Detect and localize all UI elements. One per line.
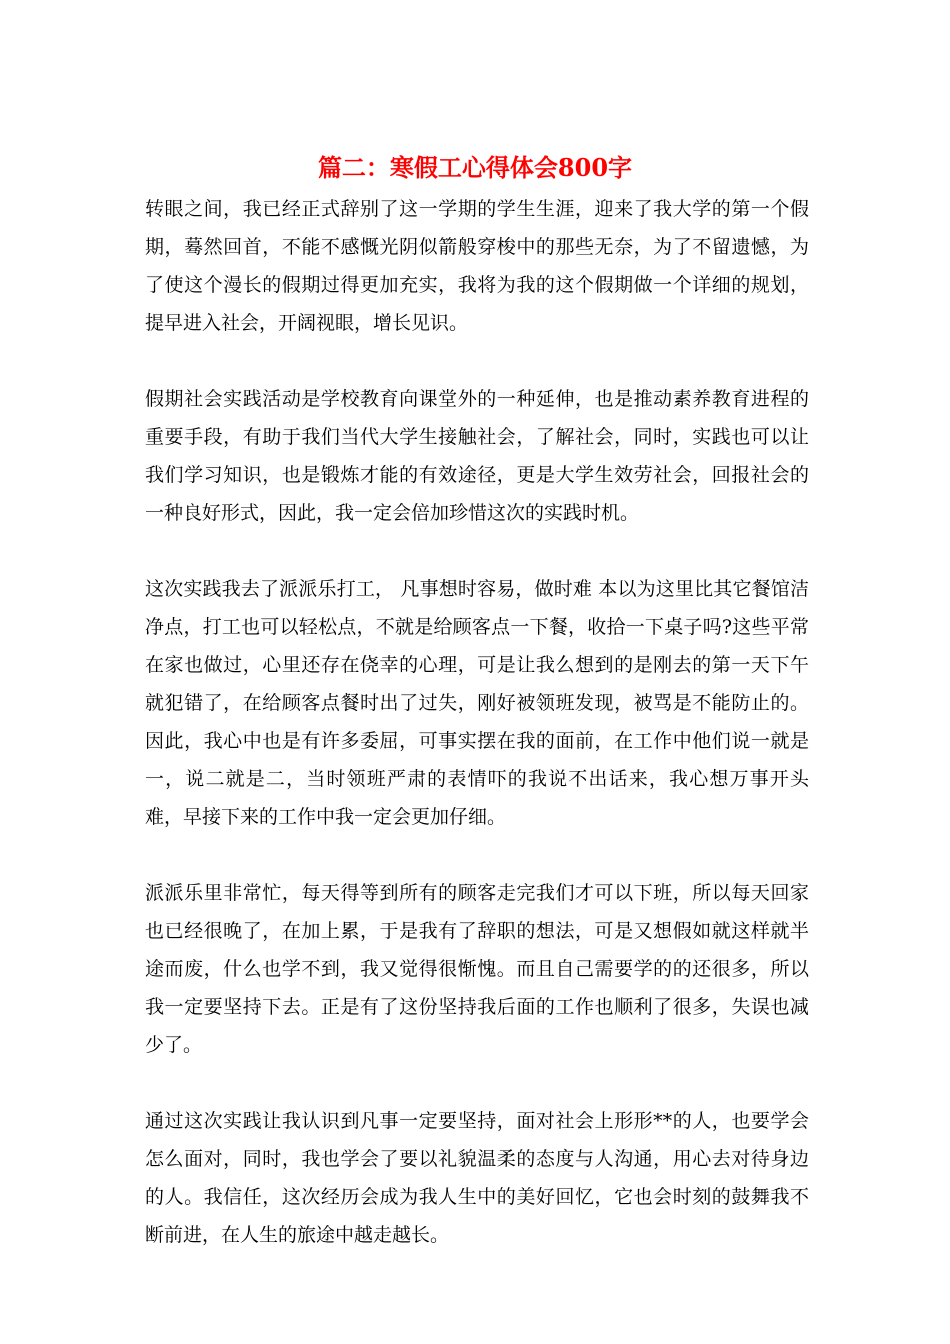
document-body: [145, 190, 809, 1254]
document-title: 篇二：寒假工心得体会800字: [317, 153, 633, 182]
paragraph-5: 通过这次实践让我认识到凡事一定要坚持，面对社会上形形**的人，也要学会怎么面对，同时，我也学会了要以礼貌温柔的态度与人沟通，用心去对待身边的人。我信任，这次经历会成为我人生中的美好回忆，它也会时刻的鼓舞我不断前进，在人生的旅途中越走越长。: [145, 1110, 809, 1246]
paragraph-4: 派派乐里非常忙，每天得等到所有的顾客走完我们才可以下班，所以每天回家也已经很晚了，在加上累，于是我有了辞职的想法，可是又想假如就这样就半途而废，什么也学不到，我又觉得很惭愧。而且自己需要学的的还很多，所以我一定要坚持下去。正是有了这份坚持我后面的工作也顺利了很多，失误也减少了。: [145, 882, 809, 1056]
paragraph-2: 假期社会实践活动是学校教育向课堂外的一种延伸，也是推动素养教育进程的重要手段，有助于我们当代大学生接触社会，了解社会，同时，实践也可以让我们学习知识，也是锻炼才能的有效途径，更是大学生效劳社会，回报社会的一种良好形式，因此，我一定会倍加珍惜这次的实践时机。: [145, 388, 809, 524]
paragraph-1: 转眼之间，我已经正式辞别了这一学期的学生生涯，迎来了我大学的第一个假期，蓦然回首，不能不感慨光阴似箭般穿梭中的那些无奈，为了不留遗憾，为了使这个漫长的假期过得更加充实，我将为我的这个假期做一个详细的规划，提早进入社会，开阔视眼，增长见识。: [145, 198, 809, 334]
paragraph-3: 这次实践我去了派派乐打工， 凡事想时容易，做时难 本以为这里比其它餐馆洁净点，打工也可以轻松点，不就是给顾客点一下餐，收拾一下桌子吗?这些平常在家也做过，心里还存在侥幸的心理，可是让我么想到的是刚去的第一天下午就犯错了，在给顾客点餐时出了过失，刚好被领班发现，被骂是不能防止的。因此，我心中也是有许多委屈，可事实摆在我的面前，在工作中他们说一就是一，说二就是二，当时领班严肃的表情吓的我说不出话来，我心想万事开头难，早接下来的工作中我一定会更加仔细。: [145, 578, 809, 828]
